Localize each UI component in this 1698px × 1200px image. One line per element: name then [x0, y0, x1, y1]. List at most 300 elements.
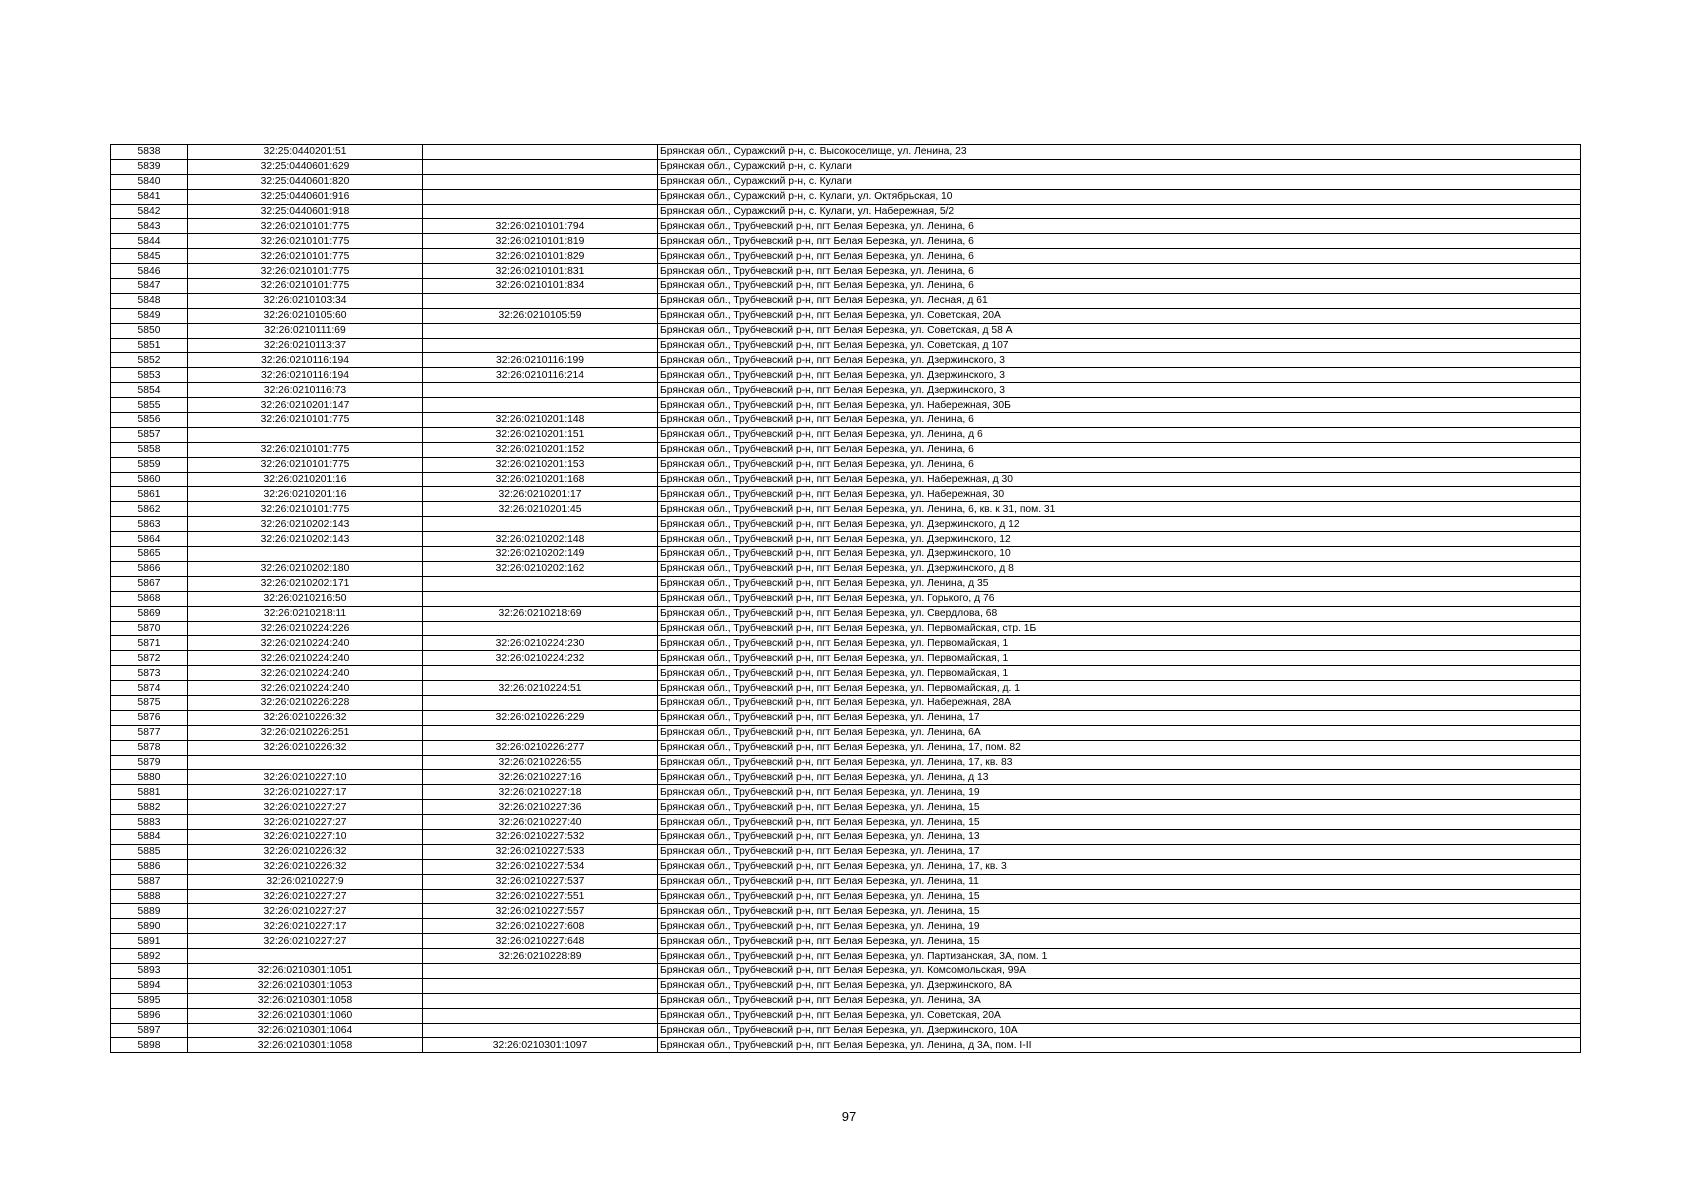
table-row: [111, 383, 1581, 398]
row-number-cell: 5861: [111, 487, 188, 502]
object-number-cell: 32:26:0210202:162: [423, 561, 658, 576]
cadastral-number-cell: 32:26:0210227:10: [188, 829, 423, 844]
row-number-cell: 5850: [111, 323, 188, 338]
object-number-cell: 32:26:0210101:794: [423, 219, 658, 234]
object-number-cell: 32:26:0210227:532: [423, 829, 658, 844]
object-number-cell: 32:26:0210218:69: [423, 606, 658, 621]
object-number-cell: [423, 293, 658, 308]
table-row: [111, 368, 1581, 383]
object-number-cell: 32:26:0210201:148: [423, 413, 658, 428]
address-cell: Брянская обл., Трубчевский р-н, пгт Белая Березка, ул. Ленина, 6, кв. к 31, пом. 31: [658, 502, 1581, 517]
row-number-cell: 5847: [111, 279, 188, 294]
table-row: [111, 740, 1581, 755]
address-cell: Брянская обл., Суражский р-н, с. Кулаги, ул. Октябрьская, 10: [658, 189, 1581, 204]
object-number-cell: [423, 323, 658, 338]
table-row: [111, 338, 1581, 353]
table-row: [111, 889, 1581, 904]
object-number-cell: [423, 621, 658, 636]
row-number-cell: 5895: [111, 993, 188, 1008]
cadastral-number-cell: 32:26:0210227:17: [188, 785, 423, 800]
row-number-cell: 5852: [111, 353, 188, 368]
cadastral-number-cell: 32:26:0210111:69: [188, 323, 423, 338]
row-number-cell: 5848: [111, 293, 188, 308]
object-number-cell: [423, 1008, 658, 1023]
table-row: [111, 606, 1581, 621]
table-row: [111, 949, 1581, 964]
address-cell: Брянская обл., Трубчевский р-н, пгт Белая Березка, ул. Ленина, 17: [658, 844, 1581, 859]
table-row: [111, 204, 1581, 219]
cadastral-number-cell: 32:26:0210227:17: [188, 919, 423, 934]
table-row: [111, 308, 1581, 323]
object-number-cell: 32:26:0210226:55: [423, 755, 658, 770]
table-row: [111, 874, 1581, 889]
address-cell: Брянская обл., Трубчевский р-н, пгт Белая Березка, ул. Дзержинского, 10А: [658, 1023, 1581, 1038]
row-number-cell: 5887: [111, 874, 188, 889]
cadastral-number-cell: 32:26:0210227:27: [188, 815, 423, 830]
object-number-cell: 32:26:0210101:831: [423, 264, 658, 279]
table-row: [111, 725, 1581, 740]
row-number-cell: 5881: [111, 785, 188, 800]
cadastral-number-cell: 32:26:0210301:1058: [188, 1038, 423, 1053]
row-number-cell: 5856: [111, 413, 188, 428]
row-number-cell: 5855: [111, 398, 188, 413]
table-row: [111, 815, 1581, 830]
table-row: [111, 234, 1581, 249]
row-number-cell: 5854: [111, 383, 188, 398]
object-number-cell: 32:26:0210226:229: [423, 710, 658, 725]
table-row: [111, 145, 1581, 160]
object-number-cell: 32:26:0210224:232: [423, 651, 658, 666]
cadastral-number-cell: 32:26:0210101:775: [188, 234, 423, 249]
address-cell: Брянская обл., Трубчевский р-н, пгт Белая Березка, ул. Партизанская, 3А, пом. 1: [658, 949, 1581, 964]
cadastral-number-cell: 32:25:0440601:918: [188, 204, 423, 219]
cadastral-number-cell: 32:26:0210224:240: [188, 636, 423, 651]
address-cell: Брянская обл., Трубчевский р-н, пгт Белая Березка, ул. Советская, 20А: [658, 1008, 1581, 1023]
address-cell: Брянская обл., Трубчевский р-н, пгт Белая Березка, ул. Свердлова, 68: [658, 606, 1581, 621]
object-number-cell: [423, 978, 658, 993]
row-number-cell: 5872: [111, 651, 188, 666]
row-number-cell: 5845: [111, 249, 188, 264]
address-cell: Брянская обл., Трубчевский р-н, пгт Белая Березка, ул. Ленина, 17, кв. 3: [658, 859, 1581, 874]
table-row: [111, 904, 1581, 919]
row-number-cell: 5875: [111, 695, 188, 710]
table-row: [111, 681, 1581, 696]
cadastral-number-cell: 32:26:0210216:50: [188, 591, 423, 606]
cadastral-number-cell: 32:26:0210301:1064: [188, 1023, 423, 1038]
address-cell: Брянская обл., Трубчевский р-н, пгт Белая Березка, ул. Набережная, 28А: [658, 695, 1581, 710]
cadastral-number-cell: 32:26:0210226:251: [188, 725, 423, 740]
object-number-cell: 32:26:0210101:834: [423, 279, 658, 294]
data-table: [110, 144, 1581, 1053]
cadastral-number-cell: 32:26:0210101:775: [188, 442, 423, 457]
object-number-cell: [423, 174, 658, 189]
row-number-cell: 5893: [111, 963, 188, 978]
object-number-cell: 32:26:0210201:153: [423, 457, 658, 472]
address-cell: Брянская обл., Трубчевский р-н, пгт Белая Березка, ул. Первомайская, 1: [658, 666, 1581, 681]
object-number-cell: 32:26:0210227:557: [423, 904, 658, 919]
cadastral-number-cell: [188, 755, 423, 770]
object-number-cell: 32:26:0210116:199: [423, 353, 658, 368]
row-number-cell: 5883: [111, 815, 188, 830]
row-number-cell: 5871: [111, 636, 188, 651]
table-row: [111, 651, 1581, 666]
object-number-cell: 32:26:0210101:819: [423, 234, 658, 249]
address-cell: Брянская обл., Трубчевский р-н, пгт Белая Березка, ул. Первомайская, 1: [658, 651, 1581, 666]
address-cell: Брянская обл., Трубчевский р-н, пгт Белая Березка, ул. Дзержинского, 3: [658, 353, 1581, 368]
table-row: [111, 413, 1581, 428]
cadastral-number-cell: 32:26:0210218:11: [188, 606, 423, 621]
table-row: [111, 502, 1581, 517]
row-number-cell: 5843: [111, 219, 188, 234]
address-cell: Брянская обл., Трубчевский р-н, пгт Белая Березка, ул. Ленина, 6: [658, 264, 1581, 279]
object-number-cell: 32:26:0210226:277: [423, 740, 658, 755]
cadastral-number-cell: 32:26:0210101:775: [188, 457, 423, 472]
object-number-cell: 32:26:0210101:829: [423, 249, 658, 264]
row-number-cell: 5859: [111, 457, 188, 472]
table-row: [111, 591, 1581, 606]
table-row: [111, 1008, 1581, 1023]
cadastral-number-cell: 32:26:0210227:10: [188, 770, 423, 785]
object-number-cell: 32:26:0210202:149: [423, 547, 658, 562]
row-number-cell: 5865: [111, 547, 188, 562]
table-row: [111, 427, 1581, 442]
object-number-cell: 32:26:0210224:230: [423, 636, 658, 651]
address-cell: Брянская обл., Трубчевский р-н, пгт Белая Березка, ул. Ленина, 6: [658, 442, 1581, 457]
row-number-cell: 5846: [111, 264, 188, 279]
table-row: [111, 293, 1581, 308]
object-number-cell: [423, 993, 658, 1008]
table-row: [111, 442, 1581, 457]
address-cell: Брянская обл., Трубчевский р-н, пгт Белая Березка, ул. Дзержинского, 12: [658, 532, 1581, 547]
address-cell: Брянская обл., Трубчевский р-н, пгт Белая Березка, ул. Комсомольская, 99А: [658, 963, 1581, 978]
row-number-cell: 5844: [111, 234, 188, 249]
table-row: [111, 159, 1581, 174]
address-cell: Брянская обл., Трубчевский р-н, пгт Белая Березка, ул. Дзержинского, 10: [658, 547, 1581, 562]
table-row: [111, 249, 1581, 264]
address-cell: Брянская обл., Трубчевский р-н, пгт Белая Березка, ул. Дзержинского, 3: [658, 383, 1581, 398]
table-row: [111, 666, 1581, 681]
object-number-cell: 32:26:0210201:152: [423, 442, 658, 457]
address-cell: Брянская обл., Трубчевский р-н, пгт Белая Березка, ул. Дзержинского, д 12: [658, 517, 1581, 532]
cadastral-number-cell: 32:26:0210101:775: [188, 279, 423, 294]
address-cell: Брянская обл., Трубчевский р-н, пгт Белая Березка, ул. Ленина, 15: [658, 815, 1581, 830]
table-row: [111, 189, 1581, 204]
row-number-cell: 5851: [111, 338, 188, 353]
table-row: [111, 219, 1581, 234]
cadastral-number-cell: 32:26:0210202:171: [188, 576, 423, 591]
row-number-cell: 5885: [111, 844, 188, 859]
object-number-cell: 32:26:0210202:148: [423, 532, 658, 547]
cadastral-number-cell: 32:26:0210101:775: [188, 502, 423, 517]
object-number-cell: 32:26:0210227:648: [423, 934, 658, 949]
object-number-cell: 32:26:0210227:36: [423, 800, 658, 815]
row-number-cell: 5884: [111, 829, 188, 844]
address-cell: Брянская обл., Трубчевский р-н, пгт Белая Березка, ул. Ленина, 19: [658, 785, 1581, 800]
object-number-cell: 32:26:0210227:18: [423, 785, 658, 800]
address-cell: Брянская обл., Трубчевский р-н, пгт Белая Березка, ул. Первомайская, 1: [658, 636, 1581, 651]
cadastral-number-cell: 32:26:0210226:228: [188, 695, 423, 710]
row-number-cell: 5894: [111, 978, 188, 993]
row-number-cell: 5873: [111, 666, 188, 681]
cadastral-number-cell: 32:26:0210227:27: [188, 889, 423, 904]
table-row: [111, 770, 1581, 785]
cadastral-number-cell: [188, 949, 423, 964]
cadastral-number-cell: 32:26:0210201:147: [188, 398, 423, 413]
object-number-cell: [423, 517, 658, 532]
table-row: [111, 695, 1581, 710]
cadastral-number-cell: 32:25:0440601:916: [188, 189, 423, 204]
row-number-cell: 5867: [111, 576, 188, 591]
table-row: [111, 517, 1581, 532]
table-row: [111, 174, 1581, 189]
row-number-cell: 5860: [111, 472, 188, 487]
object-number-cell: 32:26:0210227:608: [423, 919, 658, 934]
cadastral-number-cell: 32:26:0210101:775: [188, 249, 423, 264]
cadastral-number-cell: 32:26:0210105:60: [188, 308, 423, 323]
address-cell: Брянская обл., Трубчевский р-н, пгт Белая Березка, ул. Горького, д 76: [658, 591, 1581, 606]
table-row: [111, 785, 1581, 800]
cadastral-number-cell: 32:26:0210113:37: [188, 338, 423, 353]
cadastral-number-cell: 32:26:0210227:9: [188, 874, 423, 889]
row-number-cell: 5863: [111, 517, 188, 532]
cadastral-number-cell: 32:26:0210201:16: [188, 472, 423, 487]
cadastral-number-cell: 32:26:0210224:240: [188, 681, 423, 696]
table-row: [111, 576, 1581, 591]
address-cell: Брянская обл., Трубчевский р-н, пгт Белая Березка, ул. Дзержинского, 3: [658, 368, 1581, 383]
table-body: [111, 145, 1581, 1053]
row-number-cell: 5858: [111, 442, 188, 457]
address-cell: Брянская обл., Трубчевский р-н, пгт Белая Березка, ул. Ленина, д 6: [658, 427, 1581, 442]
object-number-cell: 32:26:0210116:214: [423, 368, 658, 383]
row-number-cell: 5849: [111, 308, 188, 323]
row-number-cell: 5866: [111, 561, 188, 576]
address-cell: Брянская обл., Трубчевский р-н, пгт Белая Березка, ул. Ленина, 11: [658, 874, 1581, 889]
object-number-cell: [423, 383, 658, 398]
row-number-cell: 5879: [111, 755, 188, 770]
table-row: [111, 859, 1581, 874]
table-row: [111, 621, 1581, 636]
table-row: [111, 1038, 1581, 1053]
table-row: [111, 398, 1581, 413]
address-cell: Брянская обл., Трубчевский р-н, пгт Белая Березка, ул. Советская, д 107: [658, 338, 1581, 353]
address-cell: Брянская обл., Трубчевский р-н, пгт Белая Березка, ул. Ленина, д 13: [658, 770, 1581, 785]
row-number-cell: 5857: [111, 427, 188, 442]
row-number-cell: 5864: [111, 532, 188, 547]
object-number-cell: 32:26:0210201:168: [423, 472, 658, 487]
row-number-cell: 5890: [111, 919, 188, 934]
address-cell: Брянская обл., Трубчевский р-н, пгт Белая Березка, ул. Ленина, 15: [658, 800, 1581, 815]
object-number-cell: 32:26:0210201:17: [423, 487, 658, 502]
address-cell: Брянская обл., Трубчевский р-н, пгт Белая Березка, ул. Ленина, 6: [658, 413, 1581, 428]
table-row: [111, 755, 1581, 770]
object-number-cell: [423, 591, 658, 606]
table-row: [111, 472, 1581, 487]
table-row: [111, 323, 1581, 338]
row-number-cell: 5898: [111, 1038, 188, 1053]
address-cell: Брянская обл., Трубчевский р-н, пгт Белая Березка, ул. Советская, д 58 А: [658, 323, 1581, 338]
cadastral-number-cell: 32:26:0210202:143: [188, 532, 423, 547]
address-cell: Брянская обл., Трубчевский р-н, пгт Белая Березка, ул. Ленина, 17, кв. 83: [658, 755, 1581, 770]
table-row: [111, 978, 1581, 993]
table-row: [111, 636, 1581, 651]
table-row: [111, 353, 1581, 368]
cadastral-number-cell: 32:26:0210226:32: [188, 844, 423, 859]
cadastral-number-cell: 32:25:0440601:629: [188, 159, 423, 174]
row-number-cell: 5869: [111, 606, 188, 621]
address-cell: Брянская обл., Суражский р-н, с. Кулаги: [658, 159, 1581, 174]
row-number-cell: 5896: [111, 1008, 188, 1023]
table-row: [111, 963, 1581, 978]
address-cell: Брянская обл., Трубчевский р-н, пгт Белая Березка, ул. Ленина, 15: [658, 889, 1581, 904]
address-cell: Брянская обл., Трубчевский р-н, пгт Белая Березка, ул. Ленина, 15: [658, 934, 1581, 949]
object-number-cell: 32:26:0210227:551: [423, 889, 658, 904]
table-row: [111, 487, 1581, 502]
object-number-cell: 32:26:0210228:89: [423, 949, 658, 964]
address-cell: Брянская обл., Трубчевский р-н, пгт Белая Березка, ул. Дзержинского, д 8: [658, 561, 1581, 576]
object-number-cell: 32:26:0210227:40: [423, 815, 658, 830]
address-cell: Брянская обл., Трубчевский р-н, пгт Белая Березка, ул. Ленина, д 35: [658, 576, 1581, 591]
row-number-cell: 5877: [111, 725, 188, 740]
row-number-cell: 5882: [111, 800, 188, 815]
table-row: [111, 934, 1581, 949]
object-number-cell: 32:26:0210201:151: [423, 427, 658, 442]
cadastral-number-cell: [188, 427, 423, 442]
cadastral-number-cell: 32:26:0210227:27: [188, 934, 423, 949]
cadastral-number-cell: 32:26:0210103:34: [188, 293, 423, 308]
object-number-cell: [423, 204, 658, 219]
table-row: [111, 532, 1581, 547]
cadastral-number-cell: 32:26:0210301:1053: [188, 978, 423, 993]
object-number-cell: [423, 159, 658, 174]
address-cell: Брянская обл., Трубчевский р-н, пгт Белая Березка, ул. Ленина, 17, пом. 82: [658, 740, 1581, 755]
cadastral-number-cell: 32:26:0210202:143: [188, 517, 423, 532]
row-number-cell: 5888: [111, 889, 188, 904]
cadastral-number-cell: 32:26:0210226:32: [188, 710, 423, 725]
address-cell: Брянская обл., Суражский р-н, с. Кулаги, ул. Набережная, 5/2: [658, 204, 1581, 219]
address-cell: Брянская обл., Трубчевский р-н, пгт Белая Березка, ул. Ленина, 13: [658, 829, 1581, 844]
table-row: [111, 800, 1581, 815]
cadastral-number-cell: 32:26:0210226:32: [188, 740, 423, 755]
cadastral-number-cell: 32:25:0440201:51: [188, 145, 423, 160]
cadastral-number-cell: 32:26:0210227:27: [188, 904, 423, 919]
address-cell: Брянская обл., Трубчевский р-н, пгт Белая Березка, ул. Набережная, д 30: [658, 472, 1581, 487]
object-number-cell: 32:26:0210227:533: [423, 844, 658, 859]
table-row: [111, 547, 1581, 562]
cadastral-number-cell: 32:26:0210224:226: [188, 621, 423, 636]
object-number-cell: 32:26:0210201:45: [423, 502, 658, 517]
object-number-cell: 32:26:0210224:51: [423, 681, 658, 696]
row-number-cell: 5889: [111, 904, 188, 919]
object-number-cell: [423, 576, 658, 591]
object-number-cell: 32:26:0210227:537: [423, 874, 658, 889]
address-cell: Брянская обл., Трубчевский р-н, пгт Белая Березка, ул. Ленина, 6: [658, 219, 1581, 234]
cadastral-number-cell: 32:26:0210224:240: [188, 651, 423, 666]
address-cell: Брянская обл., Суражский р-н, с. Кулаги: [658, 174, 1581, 189]
address-cell: Брянская обл., Трубчевский р-н, пгт Белая Березка, ул. Дзержинского, 8А: [658, 978, 1581, 993]
address-cell: Брянская обл., Трубчевский р-н, пгт Белая Березка, ул. Советская, 20А: [658, 308, 1581, 323]
cadastral-number-cell: 32:26:0210101:775: [188, 264, 423, 279]
address-cell: Брянская обл., Трубчевский р-н, пгт Белая Березка, ул. Набережная, 30: [658, 487, 1581, 502]
object-number-cell: 32:26:0210301:1097: [423, 1038, 658, 1053]
cadastral-number-cell: 32:26:0210201:16: [188, 487, 423, 502]
object-number-cell: [423, 695, 658, 710]
address-cell: Брянская обл., Трубчевский р-н, пгт Белая Березка, ул. Ленина, 19: [658, 919, 1581, 934]
row-number-cell: 5841: [111, 189, 188, 204]
cadastral-number-cell: 32:26:0210301:1058: [188, 993, 423, 1008]
row-number-cell: 5891: [111, 934, 188, 949]
cadastral-number-cell: 32:26:0210101:775: [188, 413, 423, 428]
cadastral-number-cell: 32:26:0210116:73: [188, 383, 423, 398]
address-cell: Брянская обл., Трубчевский р-н, пгт Белая Березка, ул. Ленина, 15: [658, 904, 1581, 919]
cadastral-number-cell: 32:26:0210101:775: [188, 219, 423, 234]
object-number-cell: 32:26:0210227:534: [423, 859, 658, 874]
address-cell: Брянская обл., Трубчевский р-н, пгт Белая Березка, ул. Лесная, д 61: [658, 293, 1581, 308]
address-cell: Брянская обл., Трубчевский р-н, пгт Белая Березка, ул. Ленина, 6: [658, 234, 1581, 249]
address-cell: Брянская обл., Трубчевский р-н, пгт Белая Березка, ул. Ленина, 6: [658, 279, 1581, 294]
object-number-cell: [423, 725, 658, 740]
table-row: [111, 279, 1581, 294]
address-cell: Брянская обл., Трубчевский р-н, пгт Белая Березка, ул. Ленина, 6: [658, 457, 1581, 472]
row-number-cell: 5880: [111, 770, 188, 785]
address-cell: Брянская обл., Трубчевский р-н, пгт Белая Березка, ул. Ленина, 6А: [658, 725, 1581, 740]
table-row: [111, 993, 1581, 1008]
cadastral-number-cell: 32:25:0440601:820: [188, 174, 423, 189]
table-row: [111, 561, 1581, 576]
cadastral-number-cell: 32:26:0210226:32: [188, 859, 423, 874]
row-number-cell: 5862: [111, 502, 188, 517]
row-number-cell: 5840: [111, 174, 188, 189]
table-row: [111, 457, 1581, 472]
address-cell: Брянская обл., Трубчевский р-н, пгт Белая Березка, ул. Ленина, 17: [658, 710, 1581, 725]
cadastral-number-cell: 32:26:0210202:180: [188, 561, 423, 576]
address-cell: Брянская обл., Трубчевский р-н, пгт Белая Березка, ул. Ленина, д 3А, пом. I-II: [658, 1038, 1581, 1053]
row-number-cell: 5842: [111, 204, 188, 219]
row-number-cell: 5838: [111, 145, 188, 160]
table-row: [111, 919, 1581, 934]
row-number-cell: 5886: [111, 859, 188, 874]
row-number-cell: 5876: [111, 710, 188, 725]
address-cell: Брянская обл., Трубчевский р-н, пгт Белая Березка, ул. Первомайская, стр. 1Б: [658, 621, 1581, 636]
object-number-cell: [423, 398, 658, 413]
address-cell: Брянская обл., Суражский р-н, с. Высокоселище, ул. Ленина, 23: [658, 145, 1581, 160]
table-row: [111, 844, 1581, 859]
row-number-cell: 5878: [111, 740, 188, 755]
address-cell: Брянская обл., Трубчевский р-н, пгт Белая Березка, ул. Первомайская, д. 1: [658, 681, 1581, 696]
row-number-cell: 5892: [111, 949, 188, 964]
table-row: [111, 1023, 1581, 1038]
object-number-cell: [423, 189, 658, 204]
cadastral-number-cell: 32:26:0210116:194: [188, 368, 423, 383]
table-row: [111, 264, 1581, 279]
row-number-cell: 5897: [111, 1023, 188, 1038]
page-number: 97: [841, 1109, 857, 1124]
object-number-cell: 32:26:0210227:16: [423, 770, 658, 785]
object-number-cell: [423, 963, 658, 978]
cadastral-number-cell: 32:26:0210224:240: [188, 666, 423, 681]
address-cell: Брянская обл., Трубчевский р-н, пгт Белая Березка, ул. Набережная, 30Б: [658, 398, 1581, 413]
table-row: [111, 710, 1581, 725]
cadastral-number-cell: 32:26:0210116:194: [188, 353, 423, 368]
cadastral-number-cell: 32:26:0210301:1060: [188, 1008, 423, 1023]
row-number-cell: 5874: [111, 681, 188, 696]
row-number-cell: 5853: [111, 368, 188, 383]
row-number-cell: 5839: [111, 159, 188, 174]
cadastral-number-cell: 32:26:0210301:1051: [188, 963, 423, 978]
address-cell: Брянская обл., Трубчевский р-н, пгт Белая Березка, ул. Ленина, 3А: [658, 993, 1581, 1008]
address-cell: Брянская обл., Трубчевский р-н, пгт Белая Березка, ул. Ленина, 6: [658, 249, 1581, 264]
object-number-cell: 32:26:0210105:59: [423, 308, 658, 323]
table-row: [111, 829, 1581, 844]
